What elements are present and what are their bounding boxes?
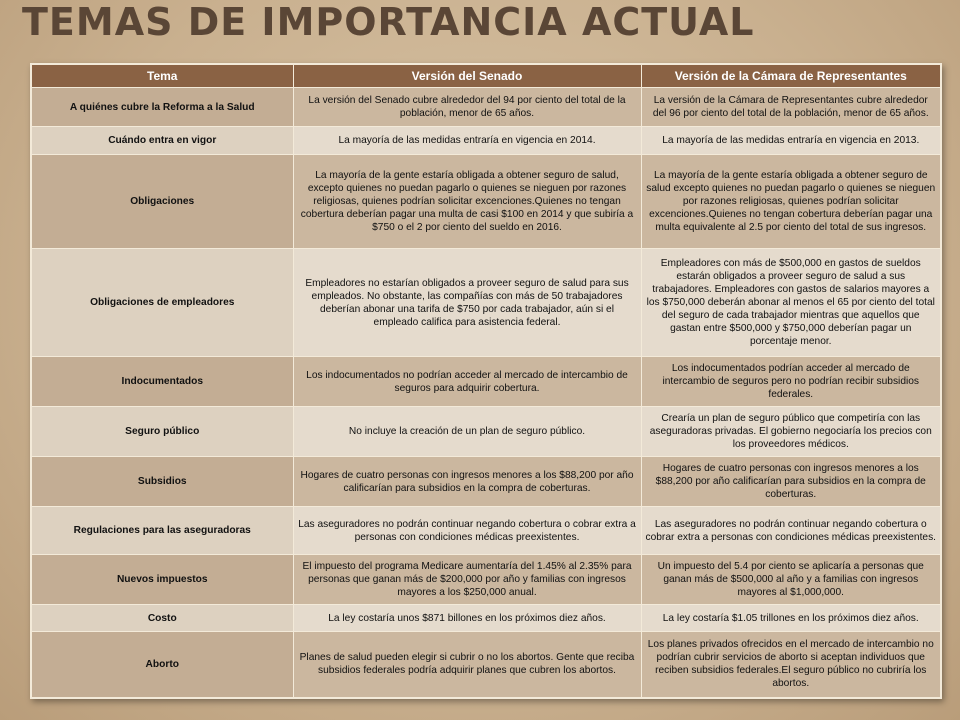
row-topic: Obligaciones de empleadores [31, 249, 293, 357]
house-cell: La mayoría de la gente estaría obligada a obtener seguro de salud excepto quienes no puedan pagarlo o quienes se nieguen por razones religiosas, quienes podrían solicitar excenciones.Quienes no tengan cobertura deberían pagar una multa equivalente al 2.5 por ciento del total de sus ingresos. [641, 155, 941, 249]
house-cell: Un impuesto del 5.4 por ciento se aplicaría a personas que ganan más de $500,000 al año y a familias con ingresos mayores al $1,000,000. [641, 555, 941, 605]
house-cell: Empleadores con más de $500,000 en gastos de sueldos estarán obligados a proveer seguro de salud a sus trabajadores. Empleadores con gastos de salarios mayores a los $750,000 deberán abonar al menos el 65 por ciento del total del seguro de cada trabajador mientras que aquellos que gastan entre $500,000 y $750,000 deberían pagar un porcentaje menor. [641, 249, 941, 357]
senate-cell: Hogares de cuatro personas con ingresos menores a los $88,200 por año calificarían para subsidios en la compra de coberturas. [293, 457, 641, 507]
row-topic: Seguro público [31, 407, 293, 457]
table-row [31, 127, 941, 155]
senate-cell: La ley costaría unos $871 billones en los próximos diez años. [293, 605, 641, 632]
row-topic: Cuándo entra en vigor [31, 127, 293, 155]
house-cell: Hogares de cuatro personas con ingresos menores a los $88,200 por año calificarían para subsidios en la compra de coberturas. [641, 457, 941, 507]
header-camara: Versión de la Cámara de Representantes [641, 64, 941, 88]
senate-cell: El impuesto del programa Medicare aumentaría del 1.45% al 2.35% para personas que ganan más de $200,000 por año y familias con ingresos mayores a los $250,000 anual. [293, 555, 641, 605]
table-header-row [31, 64, 941, 88]
table-row [31, 555, 941, 605]
row-topic: Aborto [31, 632, 293, 698]
senate-cell: Los indocumentados no podrían acceder al mercado de intercambio de seguros para adquirir cobertura. [293, 357, 641, 407]
row-topic: Regulaciones para las aseguradoras [31, 507, 293, 555]
house-cell: Los planes privados ofrecidos en el mercado de intercambio no podrían cubrir servicios de aborto si aceptan individuos que reciben subsidios federales.El seguro público no cubriría los abortos. [641, 632, 941, 698]
senate-cell: Empleadores no estarían obligados a proveer seguro de salud para sus empleados. No obstante, las compañías con más de 50 trabajadores deberían abonar una tarifa de $750 por cada trabajador, aún si el empleado califica para asistencia federal. [293, 249, 641, 357]
table-row [31, 249, 941, 357]
table-row [31, 507, 941, 555]
house-cell: La ley costaría $1.05 trillones en los próximos diez años. [641, 605, 941, 632]
table-row [31, 605, 941, 632]
table-row [31, 155, 941, 249]
row-topic: Costo [31, 605, 293, 632]
table-row [31, 357, 941, 407]
table-row [31, 88, 941, 127]
house-cell: Los indocumentados podrían acceder al mercado de intercambio de seguros pero no podrían recibir subsidios federales. [641, 357, 941, 407]
row-topic: Subsidios [31, 457, 293, 507]
row-topic: Obligaciones [31, 155, 293, 249]
table-row [31, 457, 941, 507]
slide-title: TEMAS DE IMPORTANCIA ACTUAL [22, 0, 755, 44]
senate-cell: La mayoría de la gente estaría obligada a obtener seguro de salud, excepto quienes no puedan pagarlo o quienes se nieguen por razones religiosas, quienes podrían solicitar excenciones.Quienes no tengan cobertura deberían pagar una multa de casi $100 en 2014 y que subiría a $750 o el 2 por ciento del sueldo en 2016. [293, 155, 641, 249]
house-cell: La versión de la Cámara de Representantes cubre alrededor del 96 por ciento del total de la población, menor de 65 años. [641, 88, 941, 127]
house-cell: Crearía un plan de seguro público que competiría con las aseguradoras privadas. El gobierno negociaría los precios con los proveedores médicos. [641, 407, 941, 457]
house-cell: Las aseguradores no podrán continuar negando cobertura o cobrar extra a personas con condiciones médicas preexistentes. [641, 507, 941, 555]
table-row [31, 632, 941, 698]
row-topic: A quiénes cubre la Reforma a la Salud [31, 88, 293, 127]
house-cell: La mayoría de las medidas entraría en vigencia en 2013. [641, 127, 941, 155]
senate-cell: La mayoría de las medidas entraría en vigencia en 2014. [293, 127, 641, 155]
header-tema: Tema [31, 64, 293, 88]
comparison-table [30, 63, 942, 699]
senate-cell: Planes de salud pueden elegir si cubrir o no los abortos. Gente que reciba subsidios federales podría adquirir planes que cubren los abortos. [293, 632, 641, 698]
row-topic: Nuevos impuestos [31, 555, 293, 605]
row-topic: Indocumentados [31, 357, 293, 407]
senate-cell: La versión del Senado cubre alrededor del 94 por ciento del total de la población, menor de 65 años. [293, 88, 641, 127]
header-senado: Versión del Senado [293, 64, 641, 88]
senate-cell: Las aseguradores no podrán continuar negando cobertura o cobrar extra a personas con condiciones médicas preexistentes. [293, 507, 641, 555]
table-row [31, 407, 941, 457]
senate-cell: No incluye la creación de un plan de seguro público. [293, 407, 641, 457]
